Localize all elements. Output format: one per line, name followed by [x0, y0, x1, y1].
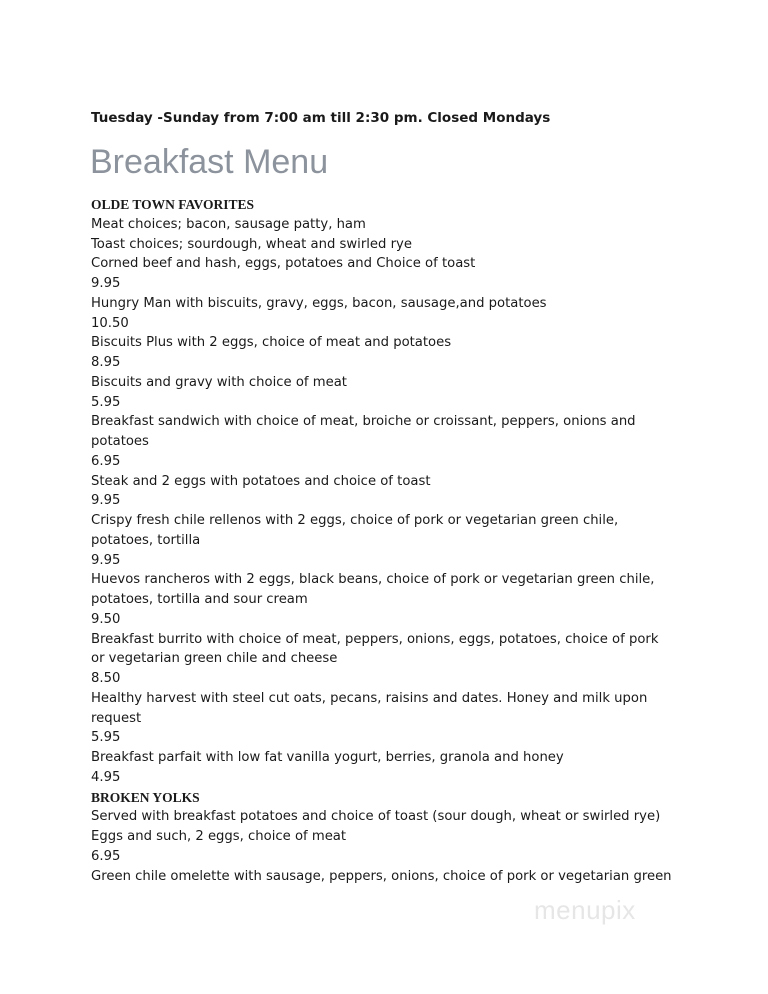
- menu-item-description: Healthy harvest with steel cut oats, pecans, raisins and dates. Honey and milk upon: [91, 690, 648, 706]
- menu-item-description: potatoes: [91, 434, 149, 449]
- menu-item-price: 9.95: [91, 493, 121, 509]
- menu-item-description: Green chile omelette with sausage, peppers, onions, choice of pork or vegetarian green: [91, 868, 672, 884]
- menu-item-description: or vegetarian green chile and cheese: [91, 651, 338, 667]
- menu-item-description: request: [91, 710, 142, 726]
- opening-hours: Tuesday -Sunday from 7:00 am till 2:30 pm. Closed Mondays: [91, 110, 551, 126]
- menu-item-price: 8.50: [91, 671, 121, 686]
- menu-item-description: Served with breakfast potatoes and choice of toast (sour dough, wheat or swirled rye): [91, 809, 661, 825]
- menu-item-description: Corned beef and hash, eggs, potatoes and Choice of toast: [91, 256, 476, 272]
- menu-item-description: potatoes, tortilla: [91, 532, 201, 548]
- menu-item-description: Toast choices; sourdough, wheat and swirled rye: [91, 236, 412, 252]
- page-title: Breakfast Menu: [90, 143, 329, 181]
- menu-item-price: 5.95: [91, 394, 121, 410]
- menu-item-description: Biscuits and gravy with choice of meat: [91, 374, 347, 390]
- menu-item-description: Breakfast burrito with choice of meat, peppers, onions, eggs, potatoes, choice of pork: [91, 631, 659, 647]
- menu-item-description: Breakfast sandwich with choice of meat, broiche or croissant, peppers, onions and: [91, 414, 636, 430]
- menu-item-description: Biscuits Plus with 2 eggs, choice of meat and potatoes: [91, 335, 452, 351]
- menu-item-price: 9.95: [91, 552, 121, 568]
- menu-item-description: Crispy fresh chile rellenos with 2 eggs, choice of pork or vegetarian green chile,: [91, 513, 619, 528]
- menu-item-price: 4.95: [91, 769, 121, 785]
- menu-item-description: Meat choices; bacon, sausage patty, ham: [91, 216, 366, 232]
- menu-item-description: Steak and 2 eggs with potatoes and choice of toast: [91, 473, 431, 489]
- menu-item-description: Breakfast parfait with low fat vanilla yogurt, berries, granola and honey: [91, 750, 564, 765]
- menu-item-price: 5.95: [91, 730, 121, 746]
- menu-item-description: Hungry Man with biscuits, gravy, eggs, bacon, sausage,and potatoes: [91, 295, 547, 311]
- section-heading: BROKEN YOLKS: [91, 789, 200, 805]
- menu-item-price: 6.95: [91, 848, 121, 864]
- menu-item-description: potatoes, tortilla and sour cream: [91, 592, 308, 607]
- menu-item-price: 9.50: [91, 611, 121, 627]
- watermark-logo: menupix: [534, 895, 636, 925]
- menu-item-description: Eggs and such, 2 eggs, choice of meat: [91, 829, 347, 844]
- menu-item-description: Huevos rancheros with 2 eggs, black beans, choice of pork or vegetarian green chile,: [91, 572, 655, 588]
- section-heading: OLDE TOWN FAVORITES: [91, 197, 255, 212]
- menu-item-price: 10.50: [91, 315, 129, 331]
- menu-item-price: 6.95: [91, 453, 121, 469]
- menu-item-price: 9.95: [91, 276, 121, 291]
- menu-content: [91, 195, 691, 886]
- menu-item-price: 8.95: [91, 355, 121, 370]
